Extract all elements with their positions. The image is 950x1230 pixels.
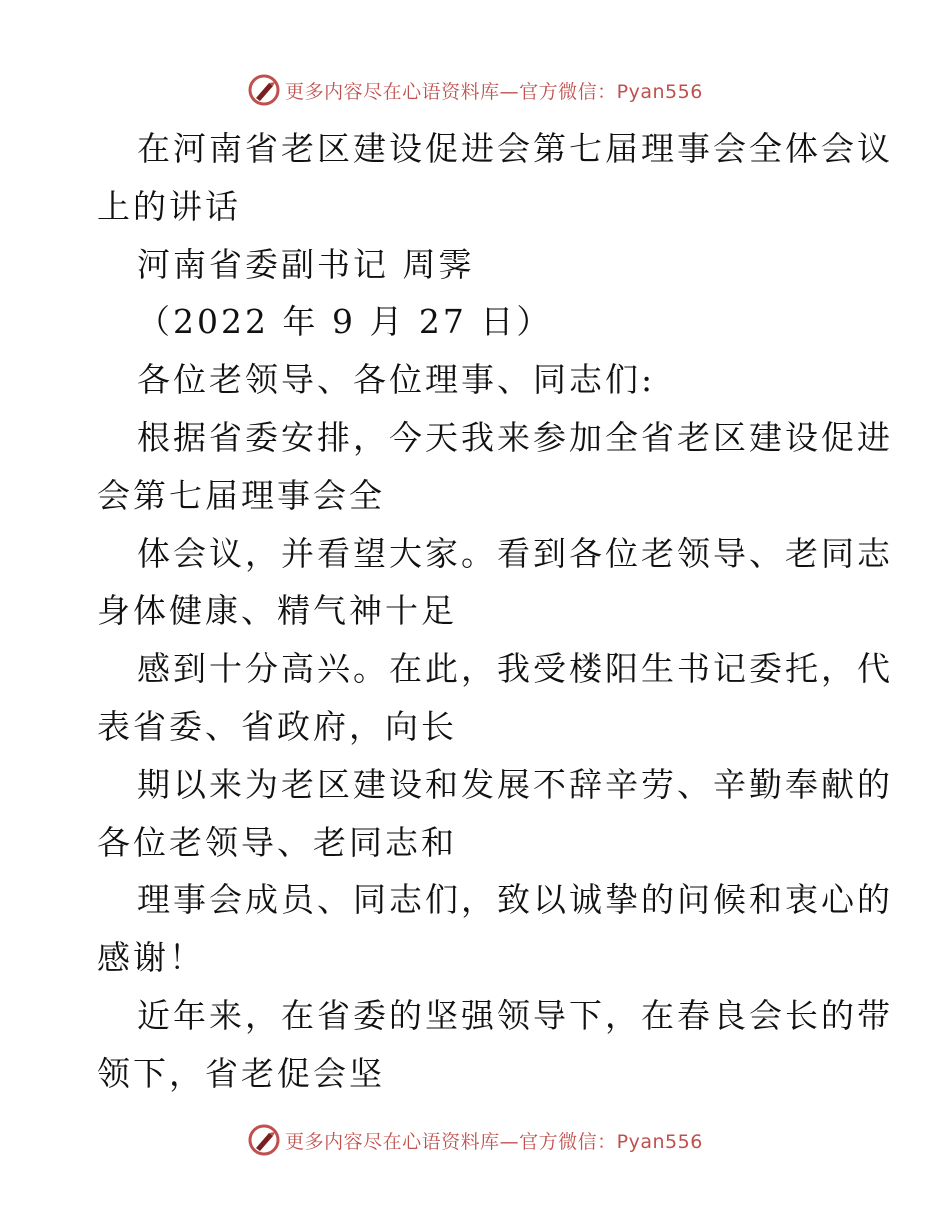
text-line: 上的讲话 bbox=[97, 186, 241, 226]
text-line: （2022 年 9 月 27 日） bbox=[137, 302, 553, 342]
text-line: 在河南省老区建设促进会第七届理事会全体会议 bbox=[137, 129, 893, 168]
pen-circle-logo-icon bbox=[247, 73, 281, 107]
text-line: 河南省委副书记 周霁 bbox=[137, 244, 475, 284]
text-line: 理事会成员、同志们，致以诚挚的问候和衷心的 bbox=[137, 880, 893, 920]
document-body bbox=[97, 120, 893, 1103]
text-line: 会第七届理事会全 bbox=[97, 475, 385, 515]
footer-banner-text: 更多内容尽在心语资料库—官方微信：Pyan556 bbox=[285, 1130, 703, 1153]
header-banner bbox=[0, 70, 950, 110]
text-line: 期以来为老区建设和发展不辞辛劳、辛勤奉献的 bbox=[137, 764, 893, 804]
text-line: 根据省委安排，今天我来参加全省老区建设促进 bbox=[137, 417, 893, 457]
text-line: 近年来，在省委的坚强领导下，在春良会长的带 bbox=[137, 995, 893, 1035]
pen-circle-logo-icon bbox=[247, 1123, 281, 1157]
text-line: 各位老领导、老同志和 bbox=[97, 822, 457, 862]
text-line: 体会议，并看望大家。看到各位老领导、老同志 bbox=[137, 533, 893, 573]
text-line: 领下，省老促会坚 bbox=[97, 1053, 385, 1093]
footer-banner bbox=[0, 1120, 950, 1160]
text-line: 各位老领导、各位理事、同志们: bbox=[137, 360, 656, 400]
header-banner-text: 更多内容尽在心语资料库—官方微信：Pyan556 bbox=[285, 80, 703, 103]
text-line: 表省委、省政府，向长 bbox=[97, 706, 457, 746]
text-line: 感到十分高兴。在此，我受楼阳生书记委托，代 bbox=[137, 649, 893, 689]
text-line: 感谢！ bbox=[97, 938, 205, 978]
text-line: 身体健康、精气神十足 bbox=[97, 591, 457, 631]
